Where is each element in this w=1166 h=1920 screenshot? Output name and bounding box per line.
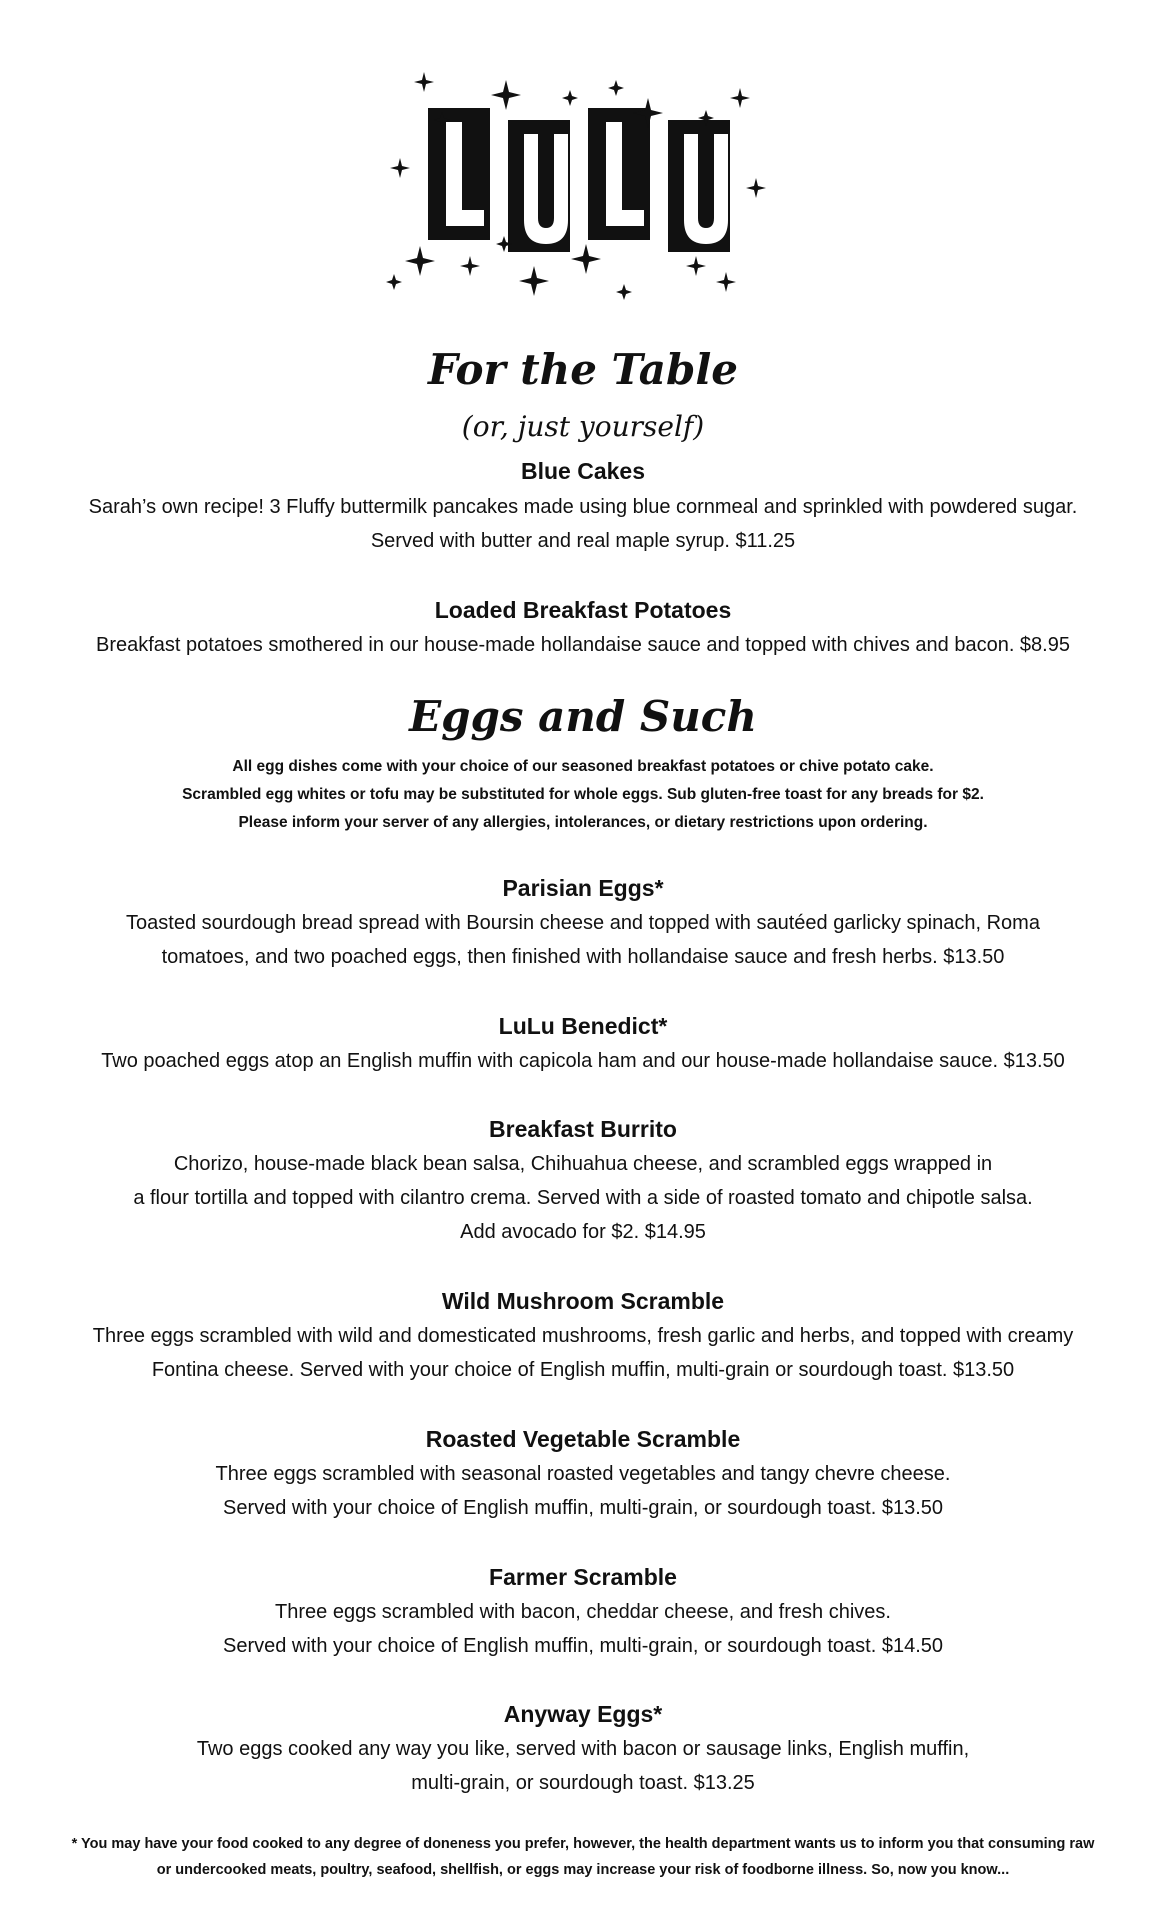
sparkle-icon	[491, 80, 521, 110]
menu-item-description: Served with butter and real maple syrup. $11.25	[370, 530, 796, 552]
sparkle-icon	[730, 88, 750, 108]
sparkle-icon	[460, 256, 480, 276]
sparkle-icon	[390, 158, 410, 178]
sparkle-icon	[562, 90, 578, 106]
menu-item-description: Three eggs scrambled with wild and domesticated mushrooms, fresh garlic and herbs, and topped with creamy	[92, 1325, 1074, 1347]
menu-item-description: Served with your choice of English muffin, multi-grain, or sourdough toast. $13.50	[222, 1497, 944, 1519]
menu-item-name: Breakfast Burrito	[489, 1116, 677, 1142]
sparkle-icon	[616, 284, 632, 300]
menu-item-name: Loaded Breakfast Potatoes	[434, 597, 732, 623]
menu-item-description: a flour tortilla and topped with cilantro crema. Served with a side of roasted tomato and chipotle salsa.	[133, 1187, 1033, 1209]
menu-item-description: Breakfast potatoes smothered in our house-made hollandaise sauce and topped with chives and bacon. $8.95	[96, 634, 1070, 656]
sparkle-icon	[686, 256, 706, 276]
sparkle-icon	[746, 178, 766, 198]
sparkle-icon	[414, 72, 434, 92]
sparkle-icon	[716, 272, 736, 292]
menu-item-description: Chorizo, house-made black bean salsa, Chihuahua cheese, and scrambled eggs wrapped in	[173, 1153, 993, 1175]
menu-item-description: Two eggs cooked any way you like, served with bacon or sausage links, English muffin,	[196, 1738, 970, 1760]
section-note: Please inform your server of any allergies, intolerances, or dietary restrictions upon ordering.	[238, 814, 928, 831]
menu-item-name: LuLu Benedict*	[498, 1013, 668, 1039]
sparkle-icon	[571, 244, 601, 274]
menu-item-description: Add avocado for $2. $14.95	[460, 1221, 706, 1243]
menu-item-description: multi-grain, or sourdough toast. $13.25	[411, 1772, 755, 1794]
footer-disclaimer: * You may have your food cooked to any degree of doneness you prefer, however, the health department wants us to inform you that consuming raw	[71, 1836, 1095, 1852]
menu-item-description: Served with your choice of English muffin, multi-grain, or sourdough toast. $14.50	[222, 1635, 944, 1657]
menu-item-name: Parisian Eggs*	[502, 875, 664, 901]
footer-disclaimer: or undercooked meats, poultry, seafood, shellfish, or eggs may increase your risk of foodborne illness. So, now you know...	[156, 1862, 1010, 1878]
menu-item-description: Two poached eggs atop an English muffin with capicola ham and our house-made hollandaise sauce. $13.50	[101, 1050, 1065, 1072]
menu-item-description: Three eggs scrambled with seasonal roasted vegetables and tangy chevre cheese.	[215, 1463, 951, 1485]
logo-tiles	[428, 108, 730, 252]
menu-item-name: Farmer Scramble	[489, 1564, 677, 1590]
sparkle-icon	[519, 266, 549, 296]
section-subtitle: (or, just yourself)	[461, 410, 705, 443]
menu-item-description: Sarah’s own recipe! 3 Fluffy buttermilk pancakes made using blue cornmeal and sprinkled with powdered sugar.	[88, 496, 1078, 518]
section-note: All egg dishes come with your choice of our seasoned breakfast potatoes or chive potato cake.	[232, 758, 934, 775]
menu-item-name: Blue Cakes	[520, 458, 645, 484]
section-title-for-the-table: For the Table	[427, 345, 739, 394]
sparkle-icon	[405, 246, 435, 276]
menu-item-name: Roasted Vegetable Scramble	[425, 1426, 741, 1452]
menu-item-description: tomatoes, and two poached eggs, then finished with hollandaise sauce and fresh herbs. $13.50	[161, 946, 1005, 968]
menu-item-name: Wild Mushroom Scramble	[441, 1288, 725, 1314]
menu-item-description: Three eggs scrambled with bacon, cheddar cheese, and fresh chives.	[275, 1601, 891, 1623]
menu-item-name: Anyway Eggs*	[503, 1701, 663, 1727]
menu-item-description: Fontina cheese. Served with your choice of English muffin, multi-grain or sourdough toast. $13.50	[151, 1359, 1015, 1381]
sparkle-icon	[386, 274, 402, 290]
menu-item-description: Toasted sourdough bread spread with Boursin cheese and topped with sautéed garlicky spinach, Roma	[126, 912, 1040, 934]
section-note: Scrambled egg whites or tofu may be substituted for whole eggs. Sub gluten-free toast for any breads for $2.	[182, 786, 984, 803]
lulu-logo	[380, 60, 780, 320]
section-title-eggs-and-such: Eggs and Such	[409, 692, 757, 741]
sparkle-icon	[608, 80, 624, 96]
